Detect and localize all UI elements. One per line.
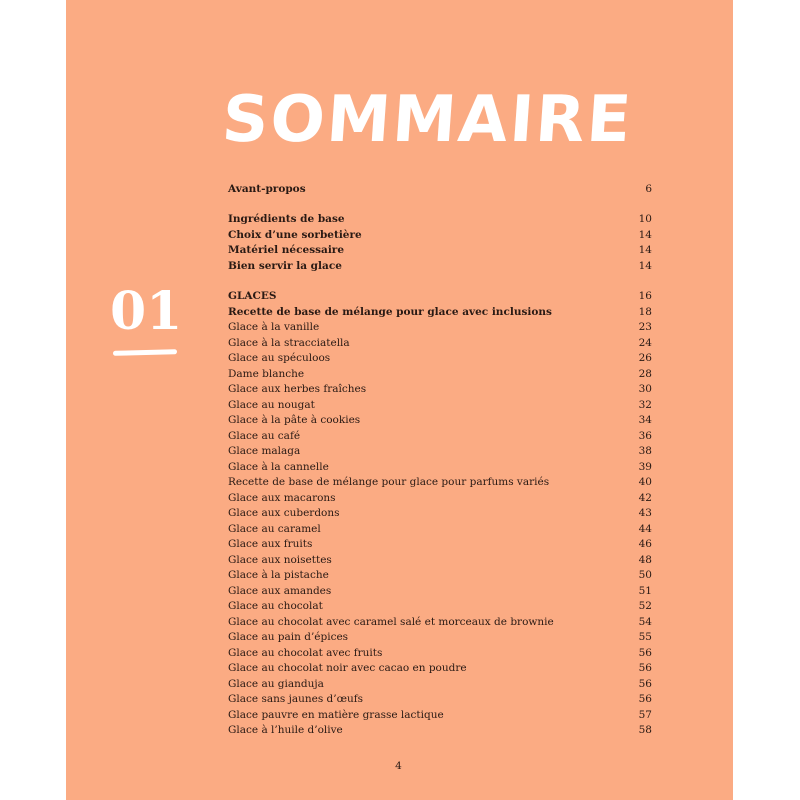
- toc-entry-page: 14: [638, 259, 652, 272]
- toc-entry-label: GLACES: [228, 290, 277, 302]
- toc-entry: [228, 677, 652, 692]
- toc-entry-page: 36: [638, 429, 652, 442]
- toc-entry-page: 48: [638, 553, 652, 566]
- toc-entry-label: Glace à la stracciatella: [228, 336, 350, 349]
- toc-entry-label: Glace pauvre en matière grasse lactique: [228, 708, 444, 721]
- toc-entry-label: Choix d’une sorbetière: [228, 228, 362, 241]
- toc-entry-page: 6: [645, 183, 652, 195]
- page-title: SOMMAIRE: [219, 83, 636, 157]
- toc-entry: [228, 305, 652, 320]
- toc-entry-page: 26: [638, 352, 652, 364]
- toc-entry-page: 39: [638, 460, 652, 473]
- toc-entry-label: Bien servir la glace: [228, 259, 342, 272]
- toc-entry-page: 50: [638, 569, 652, 581]
- toc-entry-page: 52: [638, 600, 652, 612]
- toc-entry: [228, 708, 652, 723]
- toc-entry-page: 40: [638, 476, 652, 488]
- toc-entry-label: Glace au caramel: [228, 522, 321, 535]
- toc-entry-label: Glace à la vanille: [228, 321, 320, 333]
- toc-entry-label: Glace aux herbes fraîches: [228, 383, 367, 395]
- toc-entry-page: 23: [638, 321, 652, 333]
- toc-entry-label: Glace au nougat: [228, 398, 315, 411]
- toc-entry: [228, 491, 652, 506]
- toc-entry: [228, 460, 652, 475]
- toc-entry: [228, 506, 652, 521]
- toc-entry-page: 57: [638, 708, 652, 721]
- toc-entry: [228, 522, 652, 537]
- toc-entry-label: Glace au spéculoos: [228, 352, 331, 364]
- toc-entry-page: 42: [638, 491, 652, 504]
- toc-entry: [228, 692, 652, 707]
- toc-entry-page: 30: [638, 383, 652, 395]
- toc-entry-label: Glace aux fruits: [228, 538, 313, 550]
- toc-entry-label: Glace aux cuberdons: [228, 507, 340, 519]
- toc-entry-label: Glace au chocolat avec caramel salé et morceaux de brownie: [228, 615, 554, 628]
- toc-entry-page: 38: [638, 445, 652, 457]
- toc-entry: [228, 630, 652, 645]
- toc-entry: [228, 320, 652, 335]
- toc-entry: [228, 289, 652, 304]
- toc-entry: [228, 429, 652, 444]
- book-page: [66, 0, 733, 800]
- toc-entry: [228, 475, 652, 490]
- toc-entry: [228, 584, 652, 599]
- toc-entry-page: 32: [638, 398, 652, 411]
- page-number: 4: [395, 760, 402, 772]
- toc-entry: [228, 537, 652, 552]
- toc-entry: [228, 182, 652, 197]
- toc-entry: [228, 723, 652, 738]
- toc-entry: [228, 212, 652, 227]
- toc-entry-page: 14: [638, 244, 652, 256]
- toc-entry-page: 58: [638, 724, 652, 736]
- toc-entry-label: Glace à la pâte à cookies: [228, 414, 361, 426]
- toc-entry-page: 18: [638, 305, 652, 318]
- chapter-number: 01: [110, 281, 183, 342]
- toc-entry-page: 51: [638, 584, 652, 597]
- toc-entry-page: 46: [638, 538, 652, 550]
- chapter-underline: [113, 349, 177, 356]
- toc-entry-page: 43: [638, 507, 652, 519]
- toc-entry-label: Glace au chocolat noir avec cacao en poudre: [228, 662, 467, 674]
- toc-entry: [228, 615, 652, 630]
- toc-entry: [228, 351, 652, 366]
- toc-entry: [228, 444, 652, 459]
- toc-entry-page: 54: [638, 615, 652, 628]
- toc-entry-page: 16: [638, 290, 652, 302]
- toc-entry-label: Glace au café: [228, 429, 301, 442]
- toc-entry-page: 56: [638, 646, 652, 659]
- toc-entry: [228, 398, 652, 413]
- toc-entry-label: Dame blanche: [228, 367, 305, 380]
- toc-entry: [228, 367, 652, 382]
- toc-entry-label: Glace sans jaunes d’œufs: [228, 693, 364, 705]
- toc-entry: [228, 599, 652, 614]
- toc-entry: [228, 243, 652, 258]
- toc-entry-label: Recette de base de mélange pour glace avec inclusions: [228, 305, 552, 318]
- toc-entry-label: Glace au chocolat avec fruits: [228, 646, 383, 659]
- toc-entry: [228, 382, 652, 397]
- toc-entry-page: 14: [638, 228, 652, 241]
- toc-entry-label: Recette de base de mélange pour glace pour parfums variés: [228, 476, 550, 488]
- toc-entry-page: 34: [638, 414, 652, 426]
- toc-entry-label: Glace à la pistache: [228, 569, 329, 581]
- toc-entry-page: 56: [638, 693, 652, 705]
- toc-entry: [228, 568, 652, 583]
- toc-entry-label: Glace à la cannelle: [228, 460, 329, 473]
- toc-entry: [228, 228, 652, 243]
- toc-entry-page: 55: [638, 631, 652, 643]
- toc-entry: [228, 413, 652, 428]
- toc-entry-page: 56: [638, 662, 652, 674]
- toc-entry-label: Glace aux macarons: [228, 491, 336, 504]
- toc-entry-label: Avant-propos: [228, 183, 306, 195]
- toc-entry-label: Glace aux noisettes: [228, 553, 332, 566]
- toc-entry-page: 28: [638, 367, 652, 380]
- toc-entry-label: Glace au pain d’épices: [228, 631, 349, 643]
- toc-entry-label: Glace malaga: [228, 445, 301, 457]
- toc-entry: [228, 553, 652, 568]
- toc-entry: [228, 259, 652, 274]
- toc-entry-page: 10: [638, 213, 652, 225]
- toc-entry-page: 56: [638, 677, 652, 690]
- toc-entry-label: Glace aux amandes: [228, 584, 332, 597]
- toc-entry-label: Glace au chocolat: [228, 600, 323, 612]
- toc-entry: [228, 336, 652, 351]
- toc-entry-label: Glace au gianduja: [228, 677, 324, 690]
- toc-entry: [228, 661, 652, 676]
- toc-entry-label: Matériel nécessaire: [228, 244, 345, 256]
- toc-entry-label: Glace à l’huile d’olive: [228, 724, 343, 736]
- toc-entry-page: 44: [638, 522, 652, 535]
- toc-entry-page: 24: [638, 336, 652, 349]
- toc-entry: [228, 646, 652, 661]
- toc-entry-label: Ingrédients de base: [228, 213, 345, 225]
